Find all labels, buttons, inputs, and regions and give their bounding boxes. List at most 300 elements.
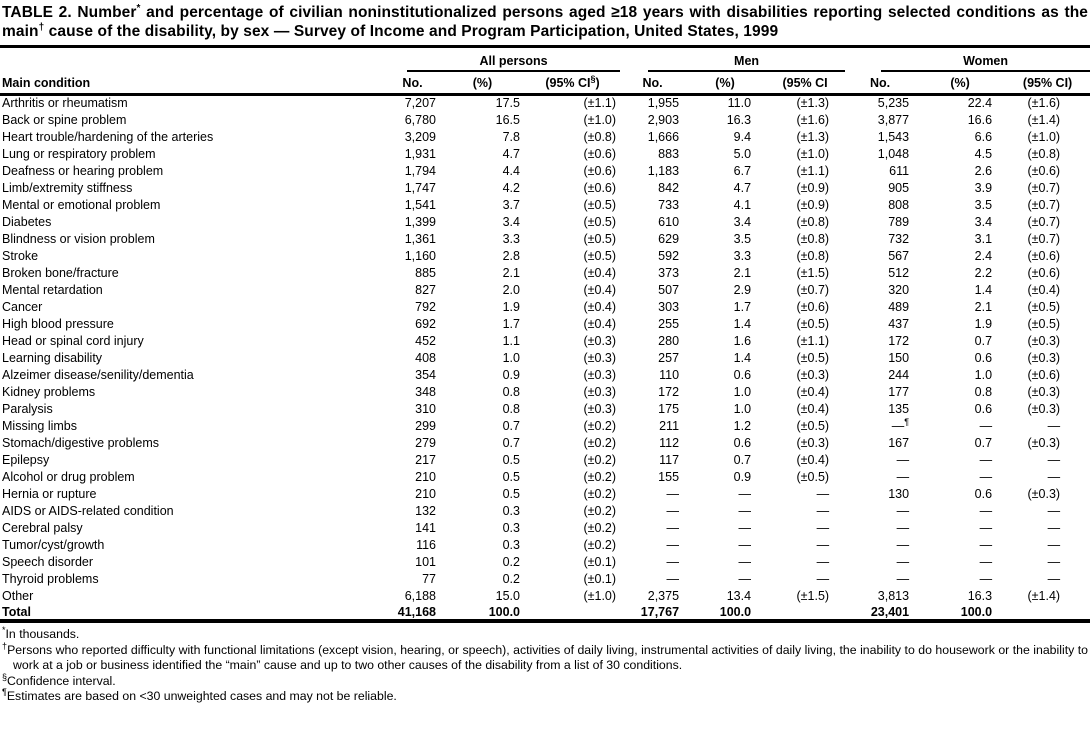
cell-value: 6,780 xyxy=(404,112,436,127)
cell-value: (±0.4) xyxy=(583,282,617,297)
footnote-in-thousands xyxy=(2,624,1088,643)
cell-value: (±0.2) xyxy=(583,469,617,484)
footnote-marker-dagger: † xyxy=(38,21,45,33)
cell-value: (±0.6) xyxy=(1027,163,1061,178)
footnote-marker-asterisk: * xyxy=(136,2,141,14)
cell-value: (±0.6) xyxy=(1027,367,1061,382)
cell-value: 489 xyxy=(888,299,910,314)
cell-condition: Head or spinal cord injury xyxy=(2,333,144,348)
table-row xyxy=(0,315,1090,332)
cell-value: (±0.4) xyxy=(583,316,617,331)
cell-value: (±0.3) xyxy=(1027,435,1061,450)
table-row xyxy=(0,553,1090,570)
cell-value: 1.9 xyxy=(502,299,520,314)
cell-value: 808 xyxy=(888,197,910,212)
cell-value: 1.7 xyxy=(502,316,520,331)
cell-value: 4.2 xyxy=(502,180,520,195)
cell-value: 1,183 xyxy=(647,163,680,178)
cell-condition: Stroke xyxy=(2,248,39,263)
cell-value: (±1.1) xyxy=(796,333,830,348)
table-row xyxy=(0,213,1090,230)
cell-value: 2.1 xyxy=(733,265,752,280)
cell-value: — xyxy=(738,571,752,586)
cell-value: (±0.8) xyxy=(1027,146,1061,161)
cell-value: (±0.5) xyxy=(796,418,830,433)
cell-value: 1.4 xyxy=(974,282,993,297)
cell-value: — xyxy=(896,554,910,569)
cell-value: 885 xyxy=(415,265,436,280)
cell-condition: Missing limbs xyxy=(2,418,78,433)
cell-value: (±0.3) xyxy=(583,333,617,348)
col-header-all-no: No. xyxy=(385,72,440,94)
cell-value: 0.6 xyxy=(733,435,752,450)
cell-value: 130 xyxy=(888,486,910,501)
cell-value: 177 xyxy=(888,384,910,399)
cell-value: (±0.5) xyxy=(583,248,617,263)
cell-condition: High blood pressure xyxy=(2,316,114,331)
cell-value: 3.4 xyxy=(502,214,520,229)
cell-value: 0.8 xyxy=(974,384,993,399)
cell-value: — xyxy=(738,554,752,569)
group-header-women xyxy=(845,48,1090,72)
cell-value: (±0.6) xyxy=(1027,265,1061,280)
ci-header-text: (95% CI xyxy=(782,75,828,90)
cell-value: 1.0 xyxy=(733,384,752,399)
cell-value: — xyxy=(816,503,830,518)
cell-value: — xyxy=(666,537,680,552)
cell-value: 1.1 xyxy=(502,333,520,348)
table-header xyxy=(0,48,1090,94)
cell-value: 15.0 xyxy=(495,588,520,603)
cell-condition: Heart trouble/hardening of the arteries xyxy=(2,129,214,144)
cell-value: (±0.6) xyxy=(583,180,617,195)
cell-condition: Arthritis or rheumatism xyxy=(2,96,128,111)
cell-value: 0.5 xyxy=(502,452,520,467)
cell-value: 1.9 xyxy=(974,316,993,331)
cell-value: 0.2 xyxy=(502,571,520,586)
cell-value: 11.0 xyxy=(727,96,752,111)
ci-header-text: (95% CI xyxy=(545,75,591,90)
cell-value: — xyxy=(896,520,910,535)
cell-value: — xyxy=(1047,554,1061,569)
cell-value: — xyxy=(1047,418,1061,433)
cell-value: 257 xyxy=(658,350,680,365)
table-row xyxy=(0,145,1090,162)
cell-value: (±0.1) xyxy=(583,554,617,569)
cell-value: (±0.4) xyxy=(796,384,830,399)
footnote-marker-pilcrow: ¶ xyxy=(2,686,7,697)
cell-value: — xyxy=(979,452,993,467)
cell-value: — xyxy=(1047,537,1061,552)
cell-condition: Speech disorder xyxy=(2,554,94,569)
cell-value: (±0.2) xyxy=(583,503,617,518)
cell-value: 16.6 xyxy=(967,112,993,127)
cell-value: (±0.9) xyxy=(796,180,830,195)
cell-value: — xyxy=(1047,571,1061,586)
cell-value: 2.1 xyxy=(502,265,520,280)
cell-value: 408 xyxy=(415,350,436,365)
cell-value: 6.6 xyxy=(974,129,993,144)
col-header-men-ci xyxy=(765,72,845,94)
cell-value xyxy=(765,604,845,621)
cell-value xyxy=(525,604,620,621)
cell-value: 3.7 xyxy=(502,197,520,212)
cell-value: — xyxy=(666,571,680,586)
table-row xyxy=(0,264,1090,281)
table-row xyxy=(0,332,1090,349)
cell-value: 0.5 xyxy=(502,486,520,501)
cell-value: 1.4 xyxy=(733,316,752,331)
footnote-marker-dagger: † xyxy=(2,640,8,651)
cell-value: — xyxy=(896,503,910,518)
title-text: and percentage of civilian noninstitutionalized persons aged ≥18 years with disabilities reporting selected conditions as the main xyxy=(2,4,1088,40)
cell-value: — xyxy=(1047,520,1061,535)
cell-value: 0.6 xyxy=(974,350,993,365)
cell-value: (±0.5) xyxy=(796,350,830,365)
cell-value: (±1.5) xyxy=(796,265,830,280)
col-header-women-pct: (%) xyxy=(915,72,1005,94)
cell-value: 77 xyxy=(422,571,436,586)
table-row xyxy=(0,196,1090,213)
footnote-confidence-interval xyxy=(2,671,1088,690)
cell-value: (±0.8) xyxy=(796,214,830,229)
cell-value: (±0.2) xyxy=(583,418,617,433)
cell-condition: Blindness or vision problem xyxy=(2,231,155,246)
cell-value: (±0.2) xyxy=(583,486,617,501)
cell-condition: Cerebral palsy xyxy=(2,520,83,535)
cell-value: (±0.8) xyxy=(796,231,830,246)
cell-value: (±1.1) xyxy=(583,96,617,111)
cell-value: 1,541 xyxy=(404,197,436,212)
col-header-men-pct: (%) xyxy=(685,72,765,94)
cell-value: (±1.0) xyxy=(796,146,830,161)
cell-value: 1.7 xyxy=(733,299,752,314)
cell-value: 732 xyxy=(888,231,910,246)
cell-value: — xyxy=(896,571,910,586)
table-row xyxy=(0,468,1090,485)
cell-value: — xyxy=(896,452,910,467)
table-title xyxy=(0,0,1090,41)
cell-value: 4.1 xyxy=(733,197,752,212)
cell-value: 354 xyxy=(415,367,436,382)
cell-value: 22.4 xyxy=(967,96,993,111)
cell-value: 279 xyxy=(415,435,436,450)
cell-value: (±0.2) xyxy=(583,435,617,450)
table-row xyxy=(0,485,1090,502)
cell-value: — xyxy=(666,554,680,569)
cell-value: 7.8 xyxy=(502,129,520,144)
cell-value xyxy=(1005,604,1090,621)
group-label-all-persons: All persons xyxy=(407,54,620,72)
cell-value: 310 xyxy=(415,401,436,416)
cell-condition: AIDS or AIDS-related condition xyxy=(2,503,174,518)
cell-condition: Tumor/cyst/growth xyxy=(2,537,105,552)
cell-condition: Other xyxy=(2,588,34,603)
cell-value: 2.9 xyxy=(733,282,752,297)
cell-condition: Lung or respiratory problem xyxy=(2,146,156,161)
cell-value: (±0.5) xyxy=(1027,299,1061,314)
cell-value: 452 xyxy=(415,333,436,348)
cell-value: — xyxy=(666,503,680,518)
footnote-main-cause xyxy=(2,640,1088,674)
cell-value: 3.9 xyxy=(974,180,993,195)
cell-value: 172 xyxy=(888,333,910,348)
cell-value: 827 xyxy=(415,282,436,297)
cell-value: (±0.7) xyxy=(1027,214,1061,229)
table-row xyxy=(0,417,1090,434)
cell-value: (±0.4) xyxy=(1027,282,1061,297)
table-row xyxy=(0,247,1090,264)
cell-value: 1,747 xyxy=(404,180,436,195)
table-row xyxy=(0,400,1090,417)
cell-value: 610 xyxy=(658,214,680,229)
cell-value: 4.4 xyxy=(502,163,520,178)
cell-condition: Paralysis xyxy=(2,401,53,416)
cell-value: 244 xyxy=(888,367,910,382)
cell-value: 1.4 xyxy=(733,350,752,365)
cell-value: 167 xyxy=(888,435,910,450)
cell-value: 255 xyxy=(658,316,680,331)
cell-value: 2.1 xyxy=(974,299,993,314)
cell-value: (±0.5) xyxy=(1027,316,1061,331)
cell-condition: Mental retardation xyxy=(2,282,103,297)
group-label-women: Women xyxy=(881,54,1090,72)
cell-value: 3.3 xyxy=(733,248,752,263)
cell-condition: Thyroid problems xyxy=(2,571,99,586)
cell-value: 905 xyxy=(888,180,910,195)
table-row xyxy=(0,519,1090,536)
cell-value: (±0.5) xyxy=(796,316,830,331)
cell-value: (±0.7) xyxy=(1027,197,1061,212)
cell-value: — xyxy=(979,520,993,535)
cell-value: 567 xyxy=(888,248,910,263)
footnote-text: In thousands. xyxy=(5,627,80,641)
cell-value: 280 xyxy=(658,333,680,348)
col-header-men-no: No. xyxy=(620,72,685,94)
cell-value: 592 xyxy=(658,248,680,263)
table-row xyxy=(0,587,1090,604)
cell-value: 1,955 xyxy=(647,96,680,111)
table-row xyxy=(0,281,1090,298)
cell-value: 0.8 xyxy=(502,401,520,416)
cell-value: 13.4 xyxy=(726,588,752,603)
cell-value: 692 xyxy=(415,316,436,331)
cell-value: 3.3 xyxy=(502,231,520,246)
cell-value: 100.0 xyxy=(440,604,525,621)
cell-value: 842 xyxy=(658,180,680,195)
title-text: TABLE 2. Number xyxy=(2,4,137,21)
cell-value: 789 xyxy=(888,214,910,229)
col-header-all-ci xyxy=(525,72,620,94)
cell-value: 6,188 xyxy=(404,588,436,603)
cell-value: 1,666 xyxy=(647,129,680,144)
cell-value: 3.5 xyxy=(733,231,752,246)
cell-condition: Diabetes xyxy=(2,214,52,229)
cell-value: 629 xyxy=(658,231,680,246)
cell-value: 0.5 xyxy=(502,469,520,484)
cell-value: 110 xyxy=(659,367,680,382)
table-row xyxy=(0,570,1090,587)
cell-value: 3.1 xyxy=(974,231,993,246)
cell-value: (±1.4) xyxy=(1027,588,1061,603)
cell-value: (±0.3) xyxy=(583,384,617,399)
column-header-row xyxy=(0,72,1090,94)
footnote-marker-asterisk: * xyxy=(2,624,6,635)
cell-value: (±0.2) xyxy=(583,537,617,552)
cell-value: 0.3 xyxy=(502,520,520,535)
cell-value: 373 xyxy=(658,265,680,280)
cell-value: 211 xyxy=(659,418,680,433)
cell-value: 132 xyxy=(415,503,436,518)
cell-value: 0.8 xyxy=(502,384,520,399)
cell-value: 5,235 xyxy=(877,96,910,111)
col-header-women-no: No. xyxy=(845,72,915,94)
cell-value: 4.7 xyxy=(733,180,752,195)
cell-value: 0.7 xyxy=(502,418,520,433)
cell-value: 6.7 xyxy=(733,163,752,178)
cell-value: 172 xyxy=(658,384,680,399)
cell-value: 1.0 xyxy=(502,350,520,365)
cell-condition: Limb/extremity stiffness xyxy=(2,180,133,195)
cell-value: (±0.3) xyxy=(583,401,617,416)
cell-condition: Deafness or hearing problem xyxy=(2,163,164,178)
table-row xyxy=(0,451,1090,468)
cell-value: — xyxy=(738,503,752,518)
cell-value: 0.3 xyxy=(502,503,520,518)
cell-value: 1,160 xyxy=(404,248,436,263)
cell-value: —¶ xyxy=(891,417,910,433)
cell-value: 100.0 xyxy=(915,604,1005,621)
cell-value: (±0.8) xyxy=(583,129,617,144)
cell-value: 3,813 xyxy=(877,588,910,603)
cell-value: (±0.3) xyxy=(1027,350,1061,365)
cell-value: 155 xyxy=(658,469,680,484)
cell-value: 7,207 xyxy=(404,96,436,111)
cell-value: — xyxy=(979,469,993,484)
cell-value: — xyxy=(1047,452,1061,467)
cell-value: — xyxy=(816,520,830,535)
cell-value: (±0.3) xyxy=(1027,401,1061,416)
cell-value: 1,931 xyxy=(404,146,436,161)
cell-value: 210 xyxy=(415,486,436,501)
group-header-row xyxy=(0,48,1090,72)
cell-value: 733 xyxy=(658,197,680,212)
cell-value: 1.6 xyxy=(733,333,752,348)
footnote-text: Persons who reported difficulty with functional limitations (except vision, hearing, or speech), activities of daily living, instrumental activities of daily living, the inability to do housework or the inability to work at a job or business identified the “main” cause and up to two other causes of the disability from a list of 30 conditions. xyxy=(7,642,1088,672)
cell-value: (±1.6) xyxy=(796,112,830,127)
cell-value: 2.6 xyxy=(974,163,993,178)
cell-value: (±0.4) xyxy=(583,299,617,314)
cell-value: (±1.0) xyxy=(583,112,617,127)
cell-value: 1,794 xyxy=(404,163,436,178)
footnote-text: Confidence interval. xyxy=(7,673,116,688)
cell-value: — xyxy=(979,571,993,586)
cell-condition: Stomach/digestive problems xyxy=(2,435,160,450)
cell-value: 0.3 xyxy=(502,537,520,552)
cell-value: — xyxy=(666,486,680,501)
col-header-all-pct: (%) xyxy=(440,72,525,94)
table-row xyxy=(0,162,1090,179)
table-row xyxy=(0,128,1090,145)
cell-value: 0.2 xyxy=(502,554,520,569)
cell-value: 320 xyxy=(888,282,910,297)
cell-value: (±0.4) xyxy=(796,401,830,416)
ci-header-text: ) xyxy=(595,75,600,90)
cell-value: 792 xyxy=(415,299,436,314)
cell-value: 0.7 xyxy=(733,452,752,467)
cell-value: 16.5 xyxy=(495,112,520,127)
cell-value: 1,399 xyxy=(404,214,436,229)
cell-value: — xyxy=(738,537,752,552)
cell-value: (±0.5) xyxy=(583,231,617,246)
cell-value: 0.7 xyxy=(974,333,993,348)
cell-value: 101 xyxy=(415,554,436,569)
cell-condition: Epilepsy xyxy=(2,452,50,467)
cell-value: (±1.3) xyxy=(796,96,830,111)
cell-value: — xyxy=(816,554,830,569)
cell-condition: Alcohol or drug problem xyxy=(2,469,135,484)
cell-value: (±1.3) xyxy=(796,129,830,144)
cell-value: 3,209 xyxy=(404,129,436,144)
cell-value: 16.3 xyxy=(726,112,752,127)
col-header-main-condition: Main condition xyxy=(0,72,385,94)
cell-value: 437 xyxy=(888,316,910,331)
cell-value: (±0.3) xyxy=(796,435,830,450)
cell-value: 1.0 xyxy=(974,367,993,382)
table-body xyxy=(0,94,1090,621)
cell-value: (±1.4) xyxy=(1027,112,1061,127)
cell-value: — xyxy=(979,418,993,433)
cell-value: 512 xyxy=(888,265,910,280)
cell-value: (±1.0) xyxy=(1027,129,1061,144)
cell-value: 100.0 xyxy=(685,604,765,621)
cell-condition: Cancer xyxy=(2,299,43,314)
cell-value: (±0.3) xyxy=(1027,333,1061,348)
cell-value: 3.4 xyxy=(974,214,993,229)
cell-value: (±0.2) xyxy=(583,452,617,467)
table-row xyxy=(0,366,1090,383)
cell-value: (±1.0) xyxy=(583,588,617,603)
cell-condition: Alzeimer disease/senility/dementia xyxy=(2,367,194,382)
cell-value: 303 xyxy=(658,299,680,314)
cell-value: 1,361 xyxy=(404,231,436,246)
cell-value: 0.6 xyxy=(974,401,993,416)
cell-value: 0.9 xyxy=(502,367,520,382)
cell-value: 3.5 xyxy=(974,197,993,212)
cell-condition: Learning disability xyxy=(2,350,103,365)
footnote-marker-section: § xyxy=(2,671,8,682)
cell-value: (±1.5) xyxy=(796,588,830,603)
cell-value: 2.2 xyxy=(974,265,993,280)
cell-value: — xyxy=(816,537,830,552)
cell-condition: Broken bone/fracture xyxy=(2,265,119,280)
footnote-text: Estimates are based on <30 unweighted cases and may not be reliable. xyxy=(6,689,397,703)
cell-value: 210 xyxy=(415,469,436,484)
table-row xyxy=(0,230,1090,247)
title-text: cause of the disability, by sex — Survey of Income and Program Participation, United States, 1999 xyxy=(44,23,779,40)
table-row xyxy=(0,94,1090,111)
conditions-table xyxy=(0,48,1090,623)
cell-condition: Total xyxy=(0,604,385,621)
footnote-marker-pilcrow: ¶ xyxy=(904,417,910,427)
cell-value: (±0.6) xyxy=(796,299,830,314)
cell-value: 1.2 xyxy=(733,418,752,433)
cell-value: 116 xyxy=(416,537,436,552)
cell-value: 112 xyxy=(659,435,680,450)
cell-value: (±0.7) xyxy=(1027,180,1061,195)
table-row xyxy=(0,298,1090,315)
cell-condition: Kidney problems xyxy=(2,384,96,399)
